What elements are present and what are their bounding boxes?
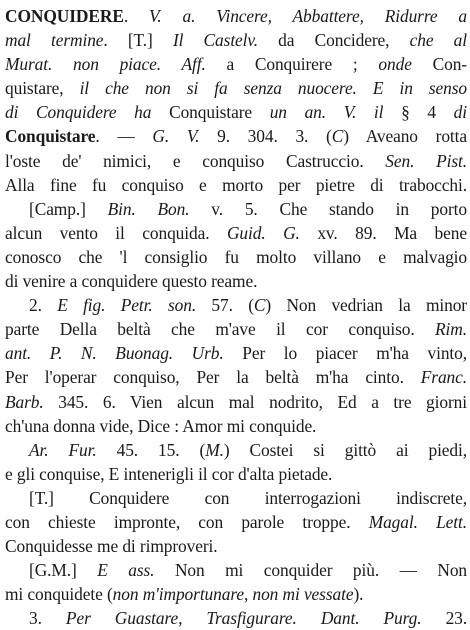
- text-line: [5, 52, 467, 76]
- italic-text: Bin. Bon.: [107, 198, 190, 219]
- italic-text: E fig. Petr. son.: [57, 295, 197, 316]
- italic-text: M.: [205, 439, 224, 460]
- text-segment: l'oste de' nimici, e conquiso Castruccio.: [5, 150, 386, 171]
- text-line: [5, 582, 467, 606]
- text-segment: quistare,: [5, 78, 80, 99]
- text-line: [5, 4, 467, 28]
- text-line: [5, 269, 467, 293]
- italic-text: Per Guastare, Trasfigurare. Dant. Purg.: [65, 608, 422, 629]
- text-segment: di venire a conquidere questo reame.: [5, 271, 258, 292]
- text-segment: § 4: [383, 102, 454, 123]
- text-line: [5, 197, 467, 221]
- text-segment: Non mi conquider più. — Non: [154, 560, 467, 581]
- text-segment: 45. 15. (: [96, 439, 206, 460]
- text-line: [5, 341, 467, 365]
- text-line: [5, 28, 467, 52]
- text-segment: ) Costei si gittò ai piedi,: [223, 439, 467, 460]
- italic-text: C: [331, 126, 344, 147]
- text-line: [5, 100, 467, 124]
- text-segment: [T.] Conquidere con interrogazioni indiscrete,: [29, 487, 467, 508]
- text-line: [5, 149, 467, 173]
- text-segment: . —: [95, 126, 153, 147]
- italic-text: C: [253, 295, 266, 316]
- text-segment: da Concidere,: [257, 30, 410, 51]
- text-line: [5, 365, 467, 389]
- text-segment: 23.: [421, 608, 467, 629]
- text-segment: [Camp.]: [29, 198, 108, 219]
- italic-text: Barb.: [5, 391, 44, 412]
- text-segment: Con-: [411, 54, 467, 75]
- italic-text: Murat. non piace. Aff.: [5, 54, 206, 75]
- text-segment: Per l'operar conquiso, Per la beltà m'ha cinto.: [5, 367, 421, 388]
- text-segment: Conquistare: [151, 102, 270, 123]
- text-segment: a Conquirere ;: [205, 54, 379, 75]
- headword: Conquistare: [5, 126, 96, 147]
- italic-text: Franc.: [420, 367, 467, 388]
- text-segment: conosco che 'l consiglio fu molto villano e malvagio: [5, 246, 467, 267]
- text-segment: ).: [353, 584, 364, 605]
- italic-text: che al: [409, 30, 467, 51]
- text-line: [5, 606, 467, 630]
- italic-text: Ar. Fur.: [29, 439, 97, 460]
- text-line: [5, 510, 467, 534]
- text-segment: .: [123, 6, 150, 26]
- italic-text: ant. P. N. Buonag. Urb.: [5, 343, 224, 364]
- text-line: [5, 414, 467, 438]
- text-segment: 345. 6. Vien alcun mal nodrito, Ed a tre giorni: [43, 391, 467, 412]
- italic-text: V. a. Vincere, Abbattere, Ridurre a: [149, 6, 467, 26]
- text-segment: parte Della beltà che m'ave il cor conquiso.: [5, 319, 436, 340]
- italic-text: Guid. G.: [226, 222, 300, 243]
- text-line: [5, 486, 467, 510]
- italic-text: un an. V. il: [269, 102, 384, 123]
- text-line: [5, 293, 467, 317]
- italic-text: onde: [378, 54, 412, 75]
- text-line: [5, 76, 467, 100]
- text-segment: alcun vento il conquida.: [5, 222, 227, 243]
- text-line: [5, 438, 467, 462]
- text-segment: Alla fine fu conquiso e morto per pietre di trabocchi.: [5, 174, 467, 195]
- text-line: [5, 534, 467, 558]
- text-line: [5, 245, 467, 269]
- text-segment: con chieste impronte, con parole troppe.: [5, 511, 369, 532]
- italic-text: di Conquidere ha: [5, 102, 152, 123]
- italic-text: Rim.: [435, 319, 467, 340]
- text-segment: v. 5. Che stando in porto: [189, 198, 467, 219]
- italic-text: di: [453, 102, 467, 123]
- text-segment: xv. 89. Ma bene: [299, 222, 467, 243]
- text-line: [5, 221, 467, 245]
- italic-text: Il Castelv.: [172, 30, 258, 51]
- text-segment: [G.M.]: [29, 560, 98, 581]
- headword: CONQUIDERE: [5, 6, 124, 26]
- italic-text: Sen. Pist.: [385, 150, 467, 171]
- text-segment: . [T.]: [103, 30, 173, 51]
- text-line: [5, 124, 467, 148]
- italic-text: G. V.: [152, 126, 200, 147]
- text-segment: Conquidesse me di rimproveri.: [5, 536, 218, 557]
- text-segment: 3.: [29, 608, 66, 629]
- text-segment: e gli conquise, E intenerigli il cor d'alta pietade.: [5, 463, 333, 484]
- italic-text: non m'importunare, non mi vessate: [112, 584, 354, 605]
- text-segment: Per lo piacer m'ha vinto,: [223, 343, 467, 364]
- italic-text: mal termine: [5, 30, 104, 51]
- text-segment: 9. 304. 3. (: [199, 126, 332, 147]
- text-segment: ) Aveano rotta: [343, 126, 467, 147]
- text-segment: mi conquidete (: [5, 584, 113, 605]
- text-segment: 2.: [29, 295, 58, 316]
- text-line: [5, 390, 467, 414]
- text-line: [5, 317, 467, 341]
- italic-text: Magal. Lett.: [368, 511, 467, 532]
- italic-text: il che non si fa senza nuocere. E in senso: [79, 78, 467, 99]
- text-segment: 57. (: [196, 295, 254, 316]
- italic-text: E ass.: [97, 560, 155, 581]
- text-line: [5, 558, 467, 582]
- text-segment: ch'una donna vide, Dice : Amor mi conquide.: [5, 415, 317, 436]
- text-segment: ) Non vedrian la minor: [265, 295, 467, 316]
- text-line: [5, 462, 467, 486]
- text-line: [5, 173, 467, 197]
